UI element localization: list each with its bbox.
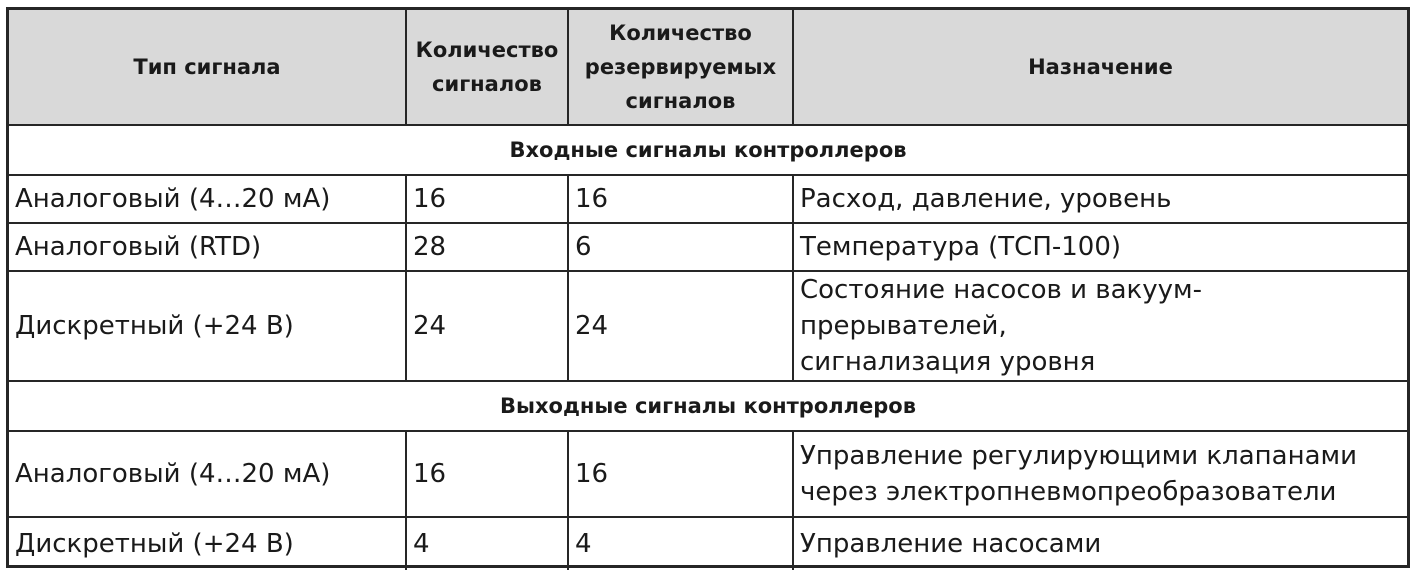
table-row xyxy=(9,431,1407,517)
table-row xyxy=(9,223,1407,271)
header-reserve-count xyxy=(568,10,793,125)
section-title: Входные сигналы контроллеров xyxy=(9,125,1407,175)
cell-reserve-count: 6 xyxy=(568,223,793,271)
header-reserve-count-line-2: резервируемых xyxy=(584,55,777,79)
signals-table-frame xyxy=(6,7,1410,568)
cell-signal-type: Аналоговый (RTD) xyxy=(9,223,406,271)
cell-reserve-count: 4 xyxy=(568,517,793,570)
cell-purpose xyxy=(793,431,1407,517)
header-signal-type: Тип сигнала xyxy=(9,10,406,125)
cell-signal-count: 28 xyxy=(406,223,568,271)
table-header-row xyxy=(9,10,1407,125)
header-reserve-count-line-1: Количество xyxy=(609,21,752,45)
cell-purpose-line-2: через электропневмопреобразователи xyxy=(800,477,1337,507)
table-row xyxy=(9,271,1407,381)
signals-table xyxy=(9,10,1407,570)
cell-signal-count: 24 xyxy=(406,271,568,381)
cell-purpose: Расход, давление, уровень xyxy=(793,175,1407,223)
section-row-inputs xyxy=(9,125,1407,175)
section-title: Выходные сигналы контроллеров xyxy=(9,381,1407,431)
cell-purpose-line-1: Состояние насосов и вакуум-прерывателей, xyxy=(800,275,1203,341)
cell-signal-count: 16 xyxy=(406,175,568,223)
header-reserve-count-line-3: сигналов xyxy=(625,89,736,113)
cell-purpose: Температура (ТСП-100) xyxy=(793,223,1407,271)
header-signal-count-line-1: Количество xyxy=(415,38,559,62)
cell-purpose xyxy=(793,271,1407,381)
cell-signal-count: 4 xyxy=(406,517,568,570)
cell-signal-count: 16 xyxy=(406,431,568,517)
cell-purpose-line-1: Управление регулирующими клапанами xyxy=(800,441,1358,471)
cell-purpose-line-2: сигнализация уровня xyxy=(800,347,1096,377)
cell-reserve-count: 16 xyxy=(568,175,793,223)
table-row xyxy=(9,517,1407,570)
cell-reserve-count: 24 xyxy=(568,271,793,381)
header-signal-count-line-2: сигналов xyxy=(432,72,542,96)
cell-purpose: Управление насосами xyxy=(793,517,1407,570)
header-purpose: Назначение xyxy=(793,10,1407,125)
cell-signal-type: Дискретный (+24 В) xyxy=(9,517,406,570)
cell-signal-type: Аналоговый (4…20 мА) xyxy=(9,175,406,223)
header-signal-count xyxy=(406,10,568,125)
section-row-outputs xyxy=(9,381,1407,431)
cell-signal-type: Аналоговый (4…20 мА) xyxy=(9,431,406,517)
table-row xyxy=(9,175,1407,223)
cell-signal-type: Дискретный (+24 В) xyxy=(9,271,406,381)
cell-reserve-count: 16 xyxy=(568,431,793,517)
